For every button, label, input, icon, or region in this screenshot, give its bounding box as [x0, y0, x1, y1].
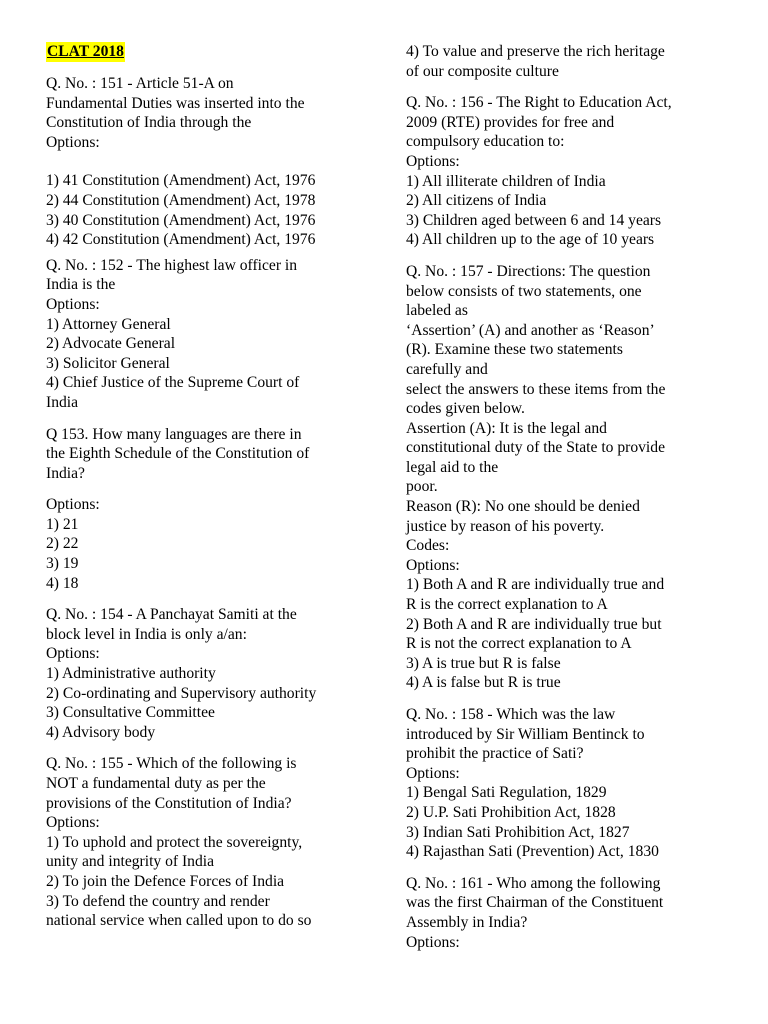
text-line: India	[46, 393, 79, 411]
text-line: 3) To defend the country and render	[46, 892, 270, 910]
text-line: carefully and	[406, 360, 488, 378]
text-line: Options:	[46, 814, 100, 832]
text-line: R is the correct explanation to A	[406, 596, 608, 614]
text-line: Codes:	[406, 537, 450, 555]
question-153	[46, 425, 376, 484]
text-line: 2) Both A and R are individually true but	[406, 615, 662, 633]
question-156	[406, 93, 736, 250]
text-line: 1) Administrative authority	[46, 665, 216, 683]
text-line: was the first Chairman of the Constituent	[406, 894, 664, 912]
text-line: constitutional duty of the State to provide	[406, 439, 665, 457]
text-line: (R). Examine these two statements	[406, 341, 623, 359]
right-column	[406, 42, 736, 952]
text-line: Q. No. : 155 - Which of the following is	[46, 755, 297, 773]
text-line: 2) Advocate General	[46, 335, 176, 353]
text-line: Constitution of India through the	[46, 114, 252, 132]
text-line: Q. No. : 151 - Article 51-A on	[46, 75, 234, 92]
text-line: Options:	[46, 645, 100, 663]
text-line: 4) Advisory body	[46, 723, 156, 741]
text-line: 2) U.P. Sati Prohibition Act, 1828	[406, 803, 616, 821]
question-155-continued	[406, 42, 736, 81]
text-line: 2) Co-ordinating and Supervisory authority	[46, 684, 317, 702]
question-151-options	[46, 171, 376, 249]
question-158	[406, 705, 736, 862]
text-line: India?	[46, 464, 85, 482]
text-line: Q. No. : 158 - Which was the law	[406, 706, 616, 723]
question-155	[46, 754, 376, 930]
text-line: 3) Indian Sati Prohibition Act, 1827	[406, 823, 630, 841]
text-line: 3) Children aged between 6 and 14 years	[406, 211, 662, 229]
text-line: 1) To uphold and protect the sovereignty,	[46, 833, 303, 851]
text-line: Q. No. : 154 - A Panchayat Samiti at the	[46, 606, 297, 624]
text-line: Fundamental Duties was inserted into the	[46, 94, 305, 112]
text-line: 4) Rajasthan Sati (Prevention) Act, 1830	[406, 843, 659, 861]
text-line: 4) To value and preserve the rich heritage	[406, 43, 665, 60]
text-line: 3) Consultative Committee	[46, 704, 215, 722]
text-line: 3) A is true but R is false	[406, 654, 561, 672]
text-line: Options:	[46, 295, 100, 313]
text-line: introduced by Sir William Bentinck to	[406, 725, 645, 743]
text-line: 4) Chief Justice of the Supreme Court of	[46, 374, 300, 392]
question-154	[46, 605, 376, 742]
text-line: prohibit the practice of Sati?	[406, 745, 584, 763]
text-line: Options:	[46, 133, 100, 151]
text-line: 2) To join the Defence Forces of India	[46, 872, 285, 890]
text-line: Options:	[406, 764, 460, 782]
text-line: provisions of the Constitution of India?	[46, 794, 292, 812]
text-line: 2) 44 Constitution (Amendment) Act, 1978	[46, 191, 316, 209]
text-line: Options:	[406, 556, 460, 574]
text-line: 4) All children up to the age of 10 years	[406, 231, 655, 249]
text-line: codes given below.	[406, 400, 525, 418]
text-line: Options:	[406, 152, 460, 170]
text-line: Q. No. : 152 - The highest law officer in	[46, 256, 298, 274]
text-line: unity and integrity of India	[46, 853, 215, 871]
text-line: ‘Assertion’ (A) and another as ‘Reason’	[406, 321, 655, 339]
text-line: Assertion (A): It is the legal and	[406, 419, 607, 437]
text-line: the Eighth Schedule of the Constitution of	[46, 445, 310, 463]
text-line: 3) Solicitor General	[46, 354, 170, 372]
text-line: 1) Attorney General	[46, 315, 171, 333]
text-line: 2) 22	[46, 535, 79, 553]
text-line: NOT a fundamental duty as per the	[46, 775, 266, 792]
text-line: 2) All citizens of India	[406, 192, 547, 210]
text-line: 4) 18	[46, 574, 79, 592]
text-line: poor.	[406, 478, 438, 496]
question-157	[406, 262, 736, 693]
clat-2018-badge: CLAT 2018	[47, 43, 124, 60]
text-line: of our composite culture	[406, 62, 559, 80]
text-line: legal aid to the	[406, 458, 499, 476]
text-line: Q 153. How many languages are there in	[46, 425, 302, 443]
left-column	[46, 42, 376, 931]
text-line: 3) 40 Constitution (Amendment) Act, 1976	[46, 211, 316, 229]
text-line: Options:	[46, 496, 100, 514]
text-line: national service when called upon to do so	[46, 912, 312, 930]
text-line: 1) All illiterate children of India	[406, 172, 606, 190]
text-line: 1) 21	[46, 515, 79, 533]
text-line: Q. No. : 157 - Directions: The question	[406, 262, 651, 280]
text-line: block level in India is only a/an:	[46, 625, 247, 643]
text-line: R is not the correct explanation to A	[406, 635, 632, 653]
text-line: Q. No. : 161 - Who among the following	[406, 874, 661, 892]
text-line: 2009 (RTE) provides for free and	[406, 113, 615, 131]
text-line: 4) A is false but R is true	[406, 674, 561, 692]
page-heading	[46, 42, 376, 62]
text-line: Q. No. : 156 - The Right to Education Act,	[406, 94, 672, 112]
text-line: labeled as	[406, 302, 468, 320]
text-line: India is the	[46, 276, 116, 294]
text-line: 1) Both A and R are individually true and	[406, 576, 665, 594]
text-line: justice by reason of his poverty.	[406, 517, 605, 535]
text-line: Reason (R): No one should be denied	[406, 498, 640, 516]
question-153-options	[46, 495, 376, 593]
question-161	[406, 874, 736, 952]
text-line: 1) 41 Constitution (Amendment) Act, 1976	[46, 172, 316, 190]
text-line: compulsory education to:	[406, 133, 565, 151]
text-line: below consists of two statements, one	[406, 282, 642, 300]
text-line: 4) 42 Constitution (Amendment) Act, 1976	[46, 231, 316, 249]
text-line: select the answers to these items from the	[406, 380, 666, 398]
text-line: 1) Bengal Sati Regulation, 1829	[406, 784, 607, 802]
text-line: 3) 19	[46, 555, 79, 573]
question-152	[46, 256, 376, 413]
text-line: Assembly in India?	[406, 913, 528, 931]
text-line: Options:	[406, 933, 460, 951]
question-151	[46, 74, 376, 152]
